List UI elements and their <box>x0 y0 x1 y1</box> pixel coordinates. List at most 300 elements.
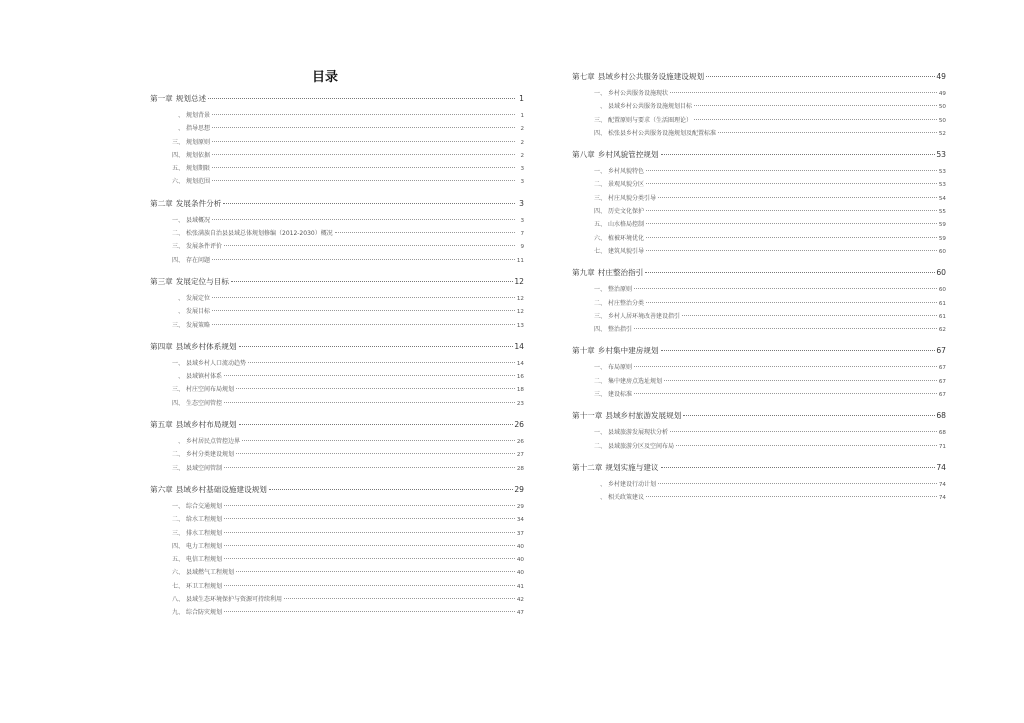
dot-leader <box>236 571 515 572</box>
chapter-number: 第九章 <box>572 268 595 278</box>
toc-section-entry[interactable] <box>560 115 946 128</box>
toc-section-entry[interactable] <box>560 246 946 259</box>
chapter-number: 第七章 <box>572 72 595 81</box>
section-page-number: 28 <box>516 465 524 472</box>
section-title: 乡村风貌特色 <box>608 168 645 176</box>
section-title: 集中建房点选址规划 <box>608 377 663 385</box>
toc-section-list <box>138 293 524 333</box>
section-title: 布局原则 <box>608 364 633 372</box>
chapter-title: 村庄整治指引 <box>597 268 644 278</box>
section-page-number: 1 <box>520 113 524 119</box>
dot-leader <box>212 219 515 220</box>
section-number: 一、 <box>593 364 606 372</box>
toc-section-entry[interactable] <box>560 219 946 232</box>
toc-section-list <box>560 166 946 259</box>
section-number: 四、 <box>593 326 606 334</box>
section-page-number: 54 <box>938 195 946 202</box>
toc-section-list <box>138 215 524 268</box>
section-page-number: 74 <box>938 495 946 502</box>
section-page-number: 62 <box>938 327 946 334</box>
toc-section-entry[interactable] <box>138 293 524 306</box>
toc-section-entry[interactable] <box>560 179 946 192</box>
dot-leader <box>242 440 515 441</box>
section-title: 县域生态环境保护与资源可持续利用 <box>186 596 283 604</box>
toc-section-entry[interactable] <box>138 215 524 228</box>
toc-section-list <box>560 88 946 141</box>
dot-leader <box>634 393 937 394</box>
toc-section-list <box>138 501 524 621</box>
toc-chapter <box>138 419 524 476</box>
toc-section-entry[interactable] <box>560 427 946 440</box>
toc-section-entry[interactable] <box>560 233 946 246</box>
toc-section-entry[interactable] <box>138 150 524 163</box>
toc-section-entry[interactable] <box>138 607 524 620</box>
section-page-number: 50 <box>938 104 946 111</box>
dot-leader <box>224 375 515 376</box>
section-page-number: 61 <box>938 313 946 320</box>
toc-section-entry[interactable] <box>138 514 524 527</box>
section-number: 、 <box>177 438 184 446</box>
toc-section-entry[interactable] <box>138 463 524 476</box>
toc-chapter <box>560 71 946 141</box>
section-page-number: 40 <box>516 557 524 564</box>
section-page-number: 2 <box>520 152 524 159</box>
toc-chapter-entry[interactable] <box>560 410 946 424</box>
section-page-number: 3 <box>520 179 524 186</box>
section-title: 规划期限 <box>186 165 211 173</box>
dot-leader <box>646 496 937 497</box>
dot-leader <box>658 197 937 198</box>
section-title: 环卫工程规划 <box>186 582 223 590</box>
chapter-title: 县域乡村布局规划 <box>175 420 237 430</box>
section-title: 景观风貌分区 <box>608 181 645 189</box>
dot-leader <box>706 76 935 77</box>
toc-section-entry[interactable] <box>560 101 946 114</box>
section-page-number: 68 <box>938 430 946 437</box>
section-page-number: 53 <box>938 169 946 176</box>
section-title: 发展条件评价 <box>186 243 223 251</box>
section-number: 一、 <box>171 216 184 224</box>
section-number: 三、 <box>593 194 606 202</box>
toc-chapter <box>560 149 946 259</box>
chapter-number: 第十章 <box>572 346 595 356</box>
toc-chapter <box>560 267 946 337</box>
toc-section-entry[interactable] <box>560 376 946 389</box>
section-title: 县域乡村公共服务设施规划目标 <box>608 103 693 111</box>
dot-leader <box>670 431 937 432</box>
section-number: 三、 <box>593 312 606 320</box>
section-number: 一、 <box>593 168 606 176</box>
section-title: 乡村建设行动计划 <box>608 480 657 488</box>
section-page-number: 55 <box>938 209 946 216</box>
toc-section-entry[interactable] <box>138 581 524 594</box>
section-number: 四、 <box>171 256 184 264</box>
chapter-page-number: 14 <box>514 341 524 351</box>
toc-section-entry[interactable] <box>138 110 524 123</box>
section-page-number: 27 <box>516 452 524 459</box>
toc-chapter-entry[interactable] <box>138 341 524 355</box>
chapter-title: 发展定位与目标 <box>175 276 229 286</box>
section-page-number: 59 <box>938 222 946 229</box>
section-number: 六、 <box>171 178 184 186</box>
toc-section-entry[interactable] <box>138 255 524 268</box>
section-page-number: 12 <box>516 309 524 316</box>
toc-column-left <box>138 93 524 629</box>
section-title: 县域空间管制 <box>186 464 223 472</box>
section-title: 山水格局控制 <box>608 221 645 229</box>
section-number: 、 <box>177 308 184 316</box>
toc-chapter-entry[interactable] <box>560 149 946 163</box>
toc-section-entry[interactable] <box>138 163 524 176</box>
section-page-number: 60 <box>938 248 946 255</box>
section-title: 村庄风貌分类引导 <box>608 194 657 202</box>
dot-leader <box>224 558 515 559</box>
chapter-title: 规划实施与建议 <box>605 462 659 472</box>
section-page-number: 2 <box>520 126 524 133</box>
toc-section-entry[interactable] <box>560 389 946 402</box>
section-page-number: 71 <box>938 443 946 450</box>
toc-chapter-entry[interactable] <box>138 484 524 498</box>
toc-chapter-entry[interactable] <box>560 462 946 476</box>
toc-section-entry[interactable] <box>138 123 524 136</box>
section-number: 一、 <box>593 90 606 97</box>
dot-leader <box>634 366 937 367</box>
toc-section-entry[interactable] <box>138 306 524 319</box>
dot-leader <box>239 424 514 425</box>
toc-section-entry[interactable] <box>138 241 524 254</box>
section-page-number: 41 <box>516 583 524 590</box>
toc-chapter-entry[interactable] <box>138 198 524 212</box>
section-title: 排水工程规划 <box>186 529 223 537</box>
toc-chapter <box>138 198 524 268</box>
section-title: 发展定位 <box>186 294 211 302</box>
toc-chapter-entry[interactable] <box>138 93 524 107</box>
section-page-number: 12 <box>516 295 524 302</box>
section-title: 村庄空间布局规划 <box>186 386 235 394</box>
toc-section-entry[interactable] <box>560 311 946 324</box>
chapter-page-number: 1 <box>519 94 524 103</box>
toc-section-entry[interactable] <box>560 128 946 141</box>
chapter-page-number: 53 <box>936 150 946 160</box>
toc-section-entry[interactable] <box>138 594 524 607</box>
section-title: 乡村人居环境改善建设指引 <box>608 312 681 320</box>
dot-leader <box>658 483 937 484</box>
section-title: 整治指引 <box>608 326 633 334</box>
toc-section-entry[interactable] <box>560 88 946 101</box>
section-title: 乡村居民点管控边界 <box>186 438 241 446</box>
chapter-title: 县域乡村公共服务设施建设规划 <box>597 72 705 81</box>
toc-section-list <box>138 358 524 411</box>
section-page-number: 67 <box>938 378 946 385</box>
dot-leader <box>676 445 937 446</box>
section-number: 二、 <box>593 299 606 307</box>
dot-leader <box>634 328 937 329</box>
section-number: 三、 <box>593 391 606 399</box>
dot-leader <box>683 415 935 416</box>
section-number: 四、 <box>593 129 606 137</box>
section-title: 县域旅游发展现状分析 <box>608 429 669 437</box>
toc-section-entry[interactable] <box>138 554 524 567</box>
dot-leader <box>208 98 515 99</box>
chapter-page-number: 3 <box>519 198 524 208</box>
section-number: 一、 <box>593 429 606 437</box>
toc-chapter-entry[interactable] <box>560 267 946 281</box>
chapter-page-number: 74 <box>936 462 946 472</box>
toc-section-entry[interactable] <box>560 284 946 297</box>
section-page-number: 26 <box>516 439 524 446</box>
dot-leader <box>646 250 937 251</box>
dot-leader <box>239 346 514 347</box>
section-title: 建筑风貌引导 <box>608 247 645 255</box>
section-title: 发展策略 <box>186 321 211 329</box>
chapter-page-number: 60 <box>936 268 946 278</box>
toc-section-entry[interactable] <box>138 320 524 333</box>
toc-chapter <box>138 484 524 621</box>
section-number: 四、 <box>171 542 184 550</box>
toc-section-entry[interactable] <box>560 206 946 219</box>
section-title: 发展目标 <box>186 308 211 316</box>
chapter-number: 第十一章 <box>572 411 603 421</box>
toc-section-entry[interactable] <box>138 228 524 241</box>
dot-leader <box>661 154 936 155</box>
dot-leader <box>212 154 515 155</box>
dot-leader <box>694 119 937 120</box>
toc-section-entry[interactable] <box>560 479 946 492</box>
toc-chapter-entry[interactable] <box>560 345 946 359</box>
chapter-page-number: 67 <box>936 346 946 356</box>
section-page-number: 18 <box>516 387 524 394</box>
dot-leader <box>661 467 936 468</box>
toc-section-list <box>560 479 946 506</box>
section-number: 、 <box>599 494 606 502</box>
section-number: 、 <box>599 103 606 111</box>
section-number: 五、 <box>593 221 606 229</box>
dot-leader <box>212 324 515 325</box>
section-number: 一、 <box>593 286 606 294</box>
toc-section-entry[interactable] <box>138 371 524 384</box>
toc-section-entry[interactable] <box>138 449 524 462</box>
section-number: 四、 <box>593 208 606 216</box>
dot-leader <box>236 453 515 454</box>
section-number: 七、 <box>593 247 606 255</box>
section-number: 二、 <box>593 442 606 450</box>
section-title: 县域旅游分区及空间布局 <box>608 442 675 450</box>
section-number: 八、 <box>171 596 184 604</box>
section-title: 给水工程规划 <box>186 516 223 524</box>
toc-section-entry[interactable] <box>560 492 946 505</box>
toc-chapter-entry[interactable] <box>138 419 524 433</box>
dot-leader <box>646 183 937 184</box>
section-page-number: 11 <box>516 257 524 264</box>
toc-section-entry[interactable] <box>138 384 524 397</box>
toc-chapter-entry[interactable] <box>138 276 524 290</box>
section-page-number: 60 <box>938 287 946 294</box>
section-title: 规划背景 <box>186 112 211 119</box>
dot-leader <box>335 232 515 233</box>
section-page-number: 40 <box>516 543 524 550</box>
section-page-number: 3 <box>520 166 524 173</box>
section-title: 植被环境优化 <box>608 234 645 242</box>
section-page-number: 40 <box>516 570 524 577</box>
toc-section-entry[interactable] <box>138 137 524 150</box>
dot-leader <box>661 350 936 351</box>
section-number: 、 <box>177 125 184 133</box>
section-number: 三、 <box>171 464 184 472</box>
dot-leader <box>224 467 515 468</box>
toc-chapter <box>560 345 946 402</box>
toc-section-entry[interactable] <box>560 193 946 206</box>
toc-section-entry[interactable] <box>560 166 946 179</box>
dot-leader <box>248 362 515 363</box>
section-page-number: 67 <box>938 392 946 399</box>
section-page-number: 29 <box>516 503 524 510</box>
dot-leader <box>212 167 515 168</box>
dot-leader <box>269 489 513 490</box>
section-number: 四、 <box>171 151 184 159</box>
toc-section-entry[interactable] <box>138 541 524 554</box>
toc-section-entry[interactable] <box>138 567 524 580</box>
section-number: 一、 <box>171 359 184 367</box>
section-page-number: 61 <box>938 300 946 307</box>
toc-title: 目录 <box>311 70 338 85</box>
chapter-number: 第十二章 <box>572 462 603 472</box>
section-number: 三、 <box>171 529 184 537</box>
dot-leader <box>224 585 515 586</box>
chapter-title: 发展条件分析 <box>175 198 222 208</box>
section-page-number: 37 <box>516 530 524 537</box>
dot-leader <box>224 505 515 506</box>
dot-leader <box>646 170 937 171</box>
dot-leader <box>646 237 937 238</box>
section-title: 指导思想 <box>186 125 211 133</box>
toc-section-entry[interactable] <box>560 441 946 454</box>
chapter-number: 第二章 <box>150 198 173 208</box>
chapter-page-number: 12 <box>514 276 524 286</box>
section-title: 综合防灾规划 <box>186 609 223 617</box>
section-page-number: 49 <box>938 91 946 97</box>
section-number: 三、 <box>171 138 184 146</box>
dot-leader <box>212 114 515 115</box>
toc-section-entry[interactable] <box>138 358 524 371</box>
dot-leader <box>212 297 515 298</box>
section-page-number: 23 <box>516 400 524 407</box>
section-number: 、 <box>177 373 184 381</box>
section-page-number: 53 <box>938 182 946 189</box>
section-page-number: 9 <box>520 244 524 251</box>
toc-chapter-entry[interactable] <box>560 71 946 85</box>
section-title: 松张满族自治县县域总体规划修编（2012-2030）概况 <box>186 230 333 238</box>
toc-chapter <box>138 93 524 190</box>
dot-leader <box>645 272 935 273</box>
chapter-title: 乡村集中建房规划 <box>597 346 659 356</box>
toc-chapter <box>560 462 946 506</box>
section-number: 五、 <box>171 556 184 564</box>
toc-section-list <box>138 110 524 190</box>
dot-leader <box>212 259 515 260</box>
toc-chapter <box>560 410 946 454</box>
section-title: 综合交通规划 <box>186 502 223 510</box>
section-title: 县域燃气工程规划 <box>186 569 235 577</box>
section-number: 、 <box>177 112 184 119</box>
section-title: 电力工程规划 <box>186 542 223 550</box>
dot-leader <box>236 388 515 389</box>
chapter-number: 第八章 <box>572 150 595 160</box>
section-page-number: 59 <box>938 235 946 242</box>
section-title: 规划原则 <box>186 138 211 146</box>
section-number: 二、 <box>171 516 184 524</box>
dot-leader <box>664 380 937 381</box>
section-title: 历史文化保护 <box>608 208 645 216</box>
dot-leader <box>224 532 515 533</box>
section-number: 五、 <box>171 165 184 173</box>
chapter-number: 第三章 <box>150 276 173 286</box>
dot-leader <box>694 105 937 106</box>
section-title: 乡村分类建设规划 <box>186 451 235 459</box>
toc-section-entry[interactable] <box>560 362 946 375</box>
section-page-number: 14 <box>516 360 524 367</box>
section-page-number: 42 <box>516 597 524 604</box>
section-number: 一、 <box>171 502 184 510</box>
dot-leader <box>224 402 515 403</box>
chapter-page-number: 29 <box>514 484 524 494</box>
section-number: 、 <box>599 480 606 488</box>
section-title: 整治原则 <box>608 286 633 294</box>
chapter-number: 第四章 <box>150 341 173 351</box>
dot-leader <box>212 180 515 181</box>
section-page-number: 34 <box>516 517 524 524</box>
toc-section-entry[interactable] <box>138 176 524 189</box>
chapter-page-number: 49 <box>936 72 946 81</box>
dot-leader <box>646 302 937 303</box>
toc-section-entry[interactable] <box>138 501 524 514</box>
section-title: 建设标准 <box>608 391 633 399</box>
toc-section-list <box>560 427 946 454</box>
chapter-title: 县域乡村体系规划 <box>175 341 237 351</box>
section-page-number: 13 <box>516 322 524 329</box>
chapter-number: 第一章 <box>150 94 173 103</box>
section-title: 村庄整治分类 <box>608 299 645 307</box>
section-number: 三、 <box>593 116 606 124</box>
toc-section-entry[interactable] <box>560 324 946 337</box>
dot-leader <box>646 210 937 211</box>
dot-leader <box>284 598 515 599</box>
section-title: 县域乡村人口流动趋势 <box>186 359 247 367</box>
section-title: 县域概况 <box>186 216 211 224</box>
section-title: 存在问题 <box>186 256 211 264</box>
section-title: 松张县乡村公共服务设施规划及配置标准 <box>608 129 717 137</box>
dot-leader <box>224 545 515 546</box>
section-title: 规划范围 <box>186 178 211 186</box>
section-title: 生态空间管控 <box>186 399 223 407</box>
section-number: 二、 <box>171 451 184 459</box>
toc-column-right <box>560 71 946 514</box>
toc-chapter <box>138 276 524 333</box>
dot-leader <box>670 92 937 93</box>
dot-leader <box>718 132 937 133</box>
toc-section-entry[interactable] <box>138 398 524 411</box>
toc-section-entry[interactable] <box>560 298 946 311</box>
chapter-title: 县域乡村旅游发展规划 <box>605 411 682 421</box>
section-page-number: 52 <box>938 130 946 137</box>
toc-section-entry[interactable] <box>138 436 524 449</box>
section-title: 县域镇村体系 <box>186 373 223 381</box>
section-number: 九、 <box>171 609 184 617</box>
dot-leader <box>224 611 515 612</box>
dot-leader <box>231 281 513 282</box>
section-number: 、 <box>177 294 184 302</box>
section-number: 二、 <box>593 377 606 385</box>
toc-section-entry[interactable] <box>138 528 524 541</box>
